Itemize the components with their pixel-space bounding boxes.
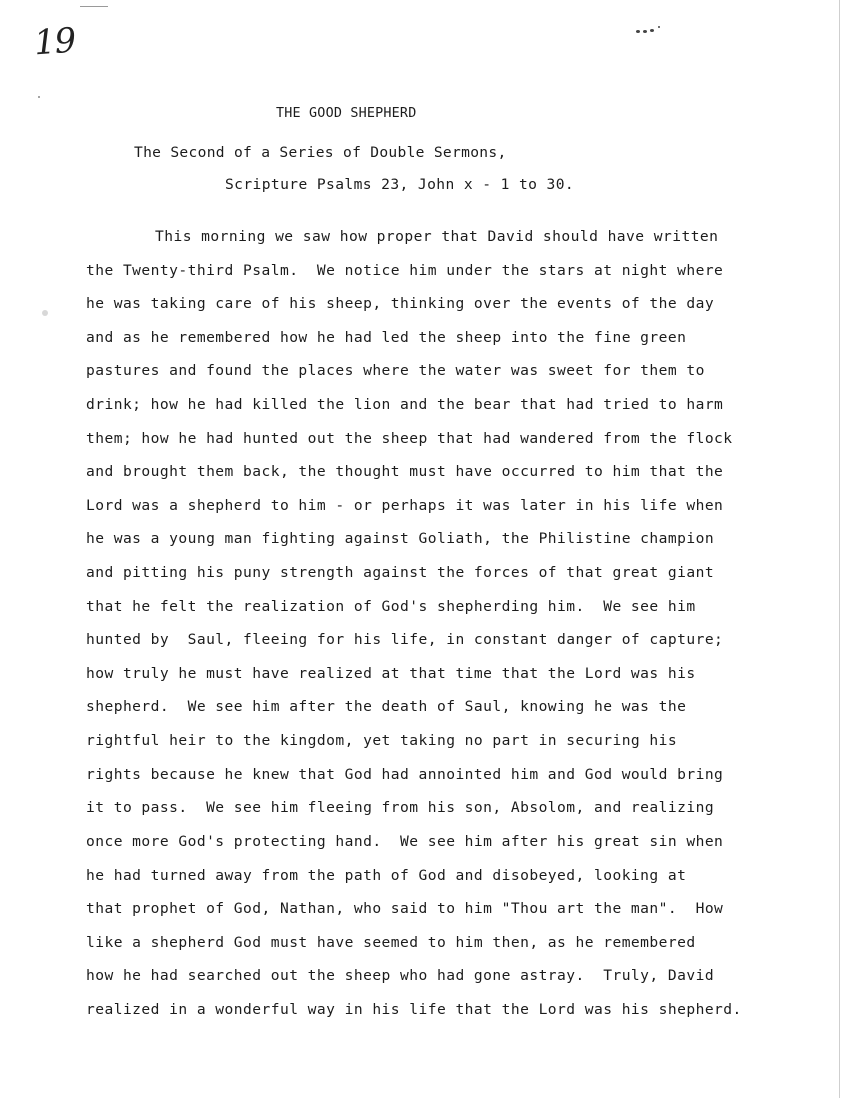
body-line: once more God's protecting hand. We see him after his great sin when [86,833,724,850]
top-edge-mark [80,6,108,7]
ink-speck [643,30,647,33]
body-line: and pitting his puny strength against the forces of that great giant [86,564,715,581]
body-line: and as he remembered how he had led the sheep into the fine green [86,329,687,346]
body-line: them; how he had hunted out the sheep that had wandered from the flock [86,430,733,447]
ink-speck [658,26,660,28]
body-line: pastures and found the places where the water was sweet for them to [86,362,705,379]
scripture-reference: Scripture Psalms 23, John x - 1 to 30. [225,176,575,193]
body-line: drink; how he had killed the lion and the bear that had tried to harm [86,396,724,413]
body-line: like a shepherd God must have seemed to him then, as he remembered [86,934,696,951]
document-title: THE GOOD SHEPHERD [276,106,417,121]
ink-speck [650,29,654,32]
body-line: rightful heir to the kingdom, yet taking no part in securing his [86,732,678,749]
ink-speck [38,96,40,98]
body-line: realized in a wonderful way in his life that the Lord was his shepherd. [86,1001,742,1018]
body-line: that he felt the realization of God's shepherding him. We see him [86,598,696,615]
body-line: how he had searched out the sheep who had gone astray. Truly, David [86,967,715,984]
handwritten-page-number: 19 [32,20,77,64]
ink-speck [42,310,48,316]
document-subtitle: The Second of a Series of Double Sermons, [134,144,507,161]
right-page-edge [839,0,840,1098]
body-line: he was a young man fighting against Goliath, the Philistine champion [86,530,715,547]
body-line: Lord was a shepherd to him - or perhaps it was later in his life when [86,497,724,514]
body-line: it to pass. We see him fleeing from his son, Absolom, and realizing [86,799,715,816]
body-line: he had turned away from the path of God and disobeyed, looking at [86,867,687,884]
body-line: shepherd. We see him after the death of Saul, knowing he was the [86,698,687,715]
body-line: hunted by Saul, fleeing for his life, in constant danger of capture; [86,631,724,648]
body-line: how truly he must have realized at that time that the Lord was his [86,665,696,682]
body-line: rights because he knew that God had annointed him and God would bring [86,766,724,783]
ink-speck [636,30,640,33]
body-line: This morning we saw how proper that David should have written [155,228,719,245]
body-line: the Twenty-third Psalm. We notice him under the stars at night where [86,262,724,279]
body-line: he was taking care of his sheep, thinking over the events of the day [86,295,715,312]
body-line: that prophet of God, Nathan, who said to him "Thou art the man". How [86,900,724,917]
body-line: and brought them back, the thought must have occurred to him that the [86,463,724,480]
